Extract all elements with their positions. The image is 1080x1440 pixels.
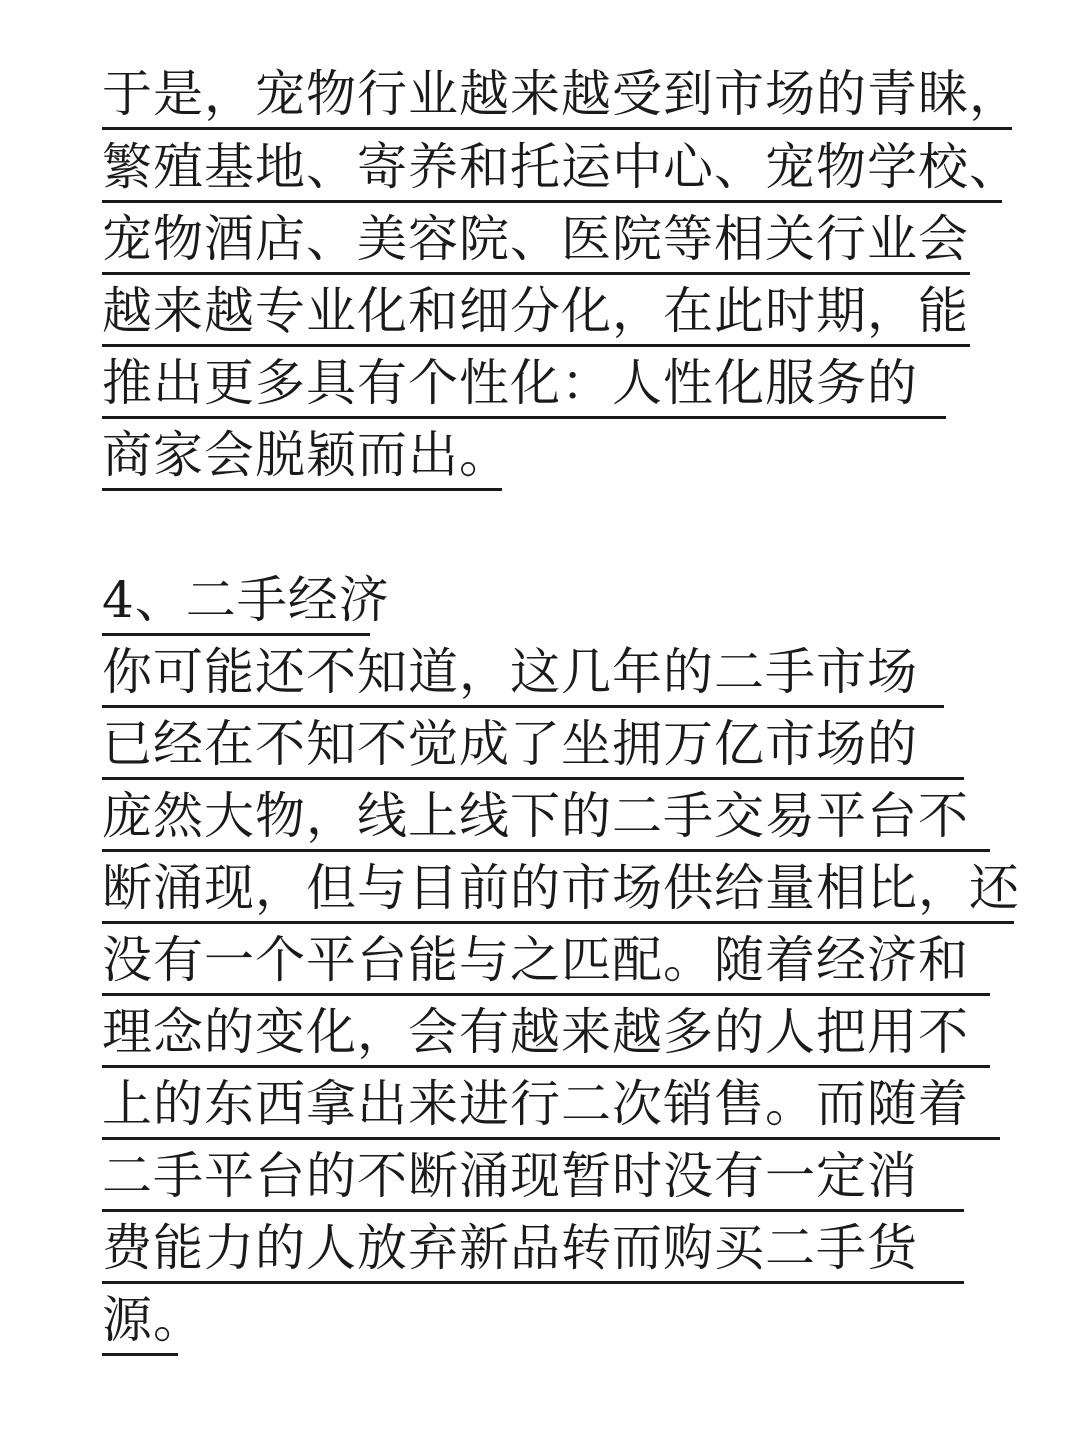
text-line <box>102 1142 964 1212</box>
text-line-content: 已经在不知不觉成了坐拥万亿市场的 <box>102 715 918 773</box>
text-line <box>102 1286 204 1356</box>
text-line-content: 没有一个平台能与之匹配。随着经济和 <box>102 931 969 989</box>
text-line <box>102 60 1020 130</box>
text-line <box>102 1070 1000 1140</box>
text-line-content: 商家会脱颖而出。 <box>102 426 510 484</box>
text-line <box>102 421 510 491</box>
text-line-content: 繁殖基地、寄养和托运中心、宠物学校、 <box>102 138 1020 196</box>
text-line-content: 断涌现，但与目前的市场供给量相比，还 <box>102 859 1020 917</box>
text-line-content: 理念的变化，会有越来越多的人把用不 <box>102 1003 969 1061</box>
text-line-content: 宠物酒店、美容院、医院等相关行业会 <box>102 210 969 268</box>
text-line <box>102 638 944 708</box>
text-line <box>102 205 970 275</box>
text-line-content: 你可能还不知道，这几年的二手市场 <box>102 643 918 701</box>
text-line <box>102 277 970 347</box>
text-line-content: 源。 <box>102 1291 204 1349</box>
text-line-content: 庞然大物，线上线下的二手交易平台不 <box>102 787 969 845</box>
text-line-content: 上的东西拿出来进行二次销售。而随着 <box>102 1075 969 1133</box>
text-line <box>102 782 990 852</box>
text-line-content: 于是，宠物行业越来越受到市场的青睐， <box>102 65 1020 123</box>
text-line <box>102 926 990 996</box>
text-line <box>102 998 990 1068</box>
text-line <box>102 854 1020 924</box>
text-line <box>102 710 964 780</box>
text-line <box>102 349 946 419</box>
text-line-content: 推出更多具有个性化：人性化服务的 <box>102 354 918 412</box>
text-line-content: 费能力的人放弃新品转而购买二手货 <box>102 1219 918 1277</box>
text-line-content: 越来越专业化和细分化，在此时期，能 <box>102 282 969 340</box>
text-line <box>102 133 1020 203</box>
text-line <box>102 1214 964 1284</box>
section-heading <box>102 566 390 636</box>
section-heading-text: 4、二手经济 <box>102 571 390 629</box>
text-line-content: 二手平台的不断涌现暂时没有一定消 <box>102 1147 918 1205</box>
